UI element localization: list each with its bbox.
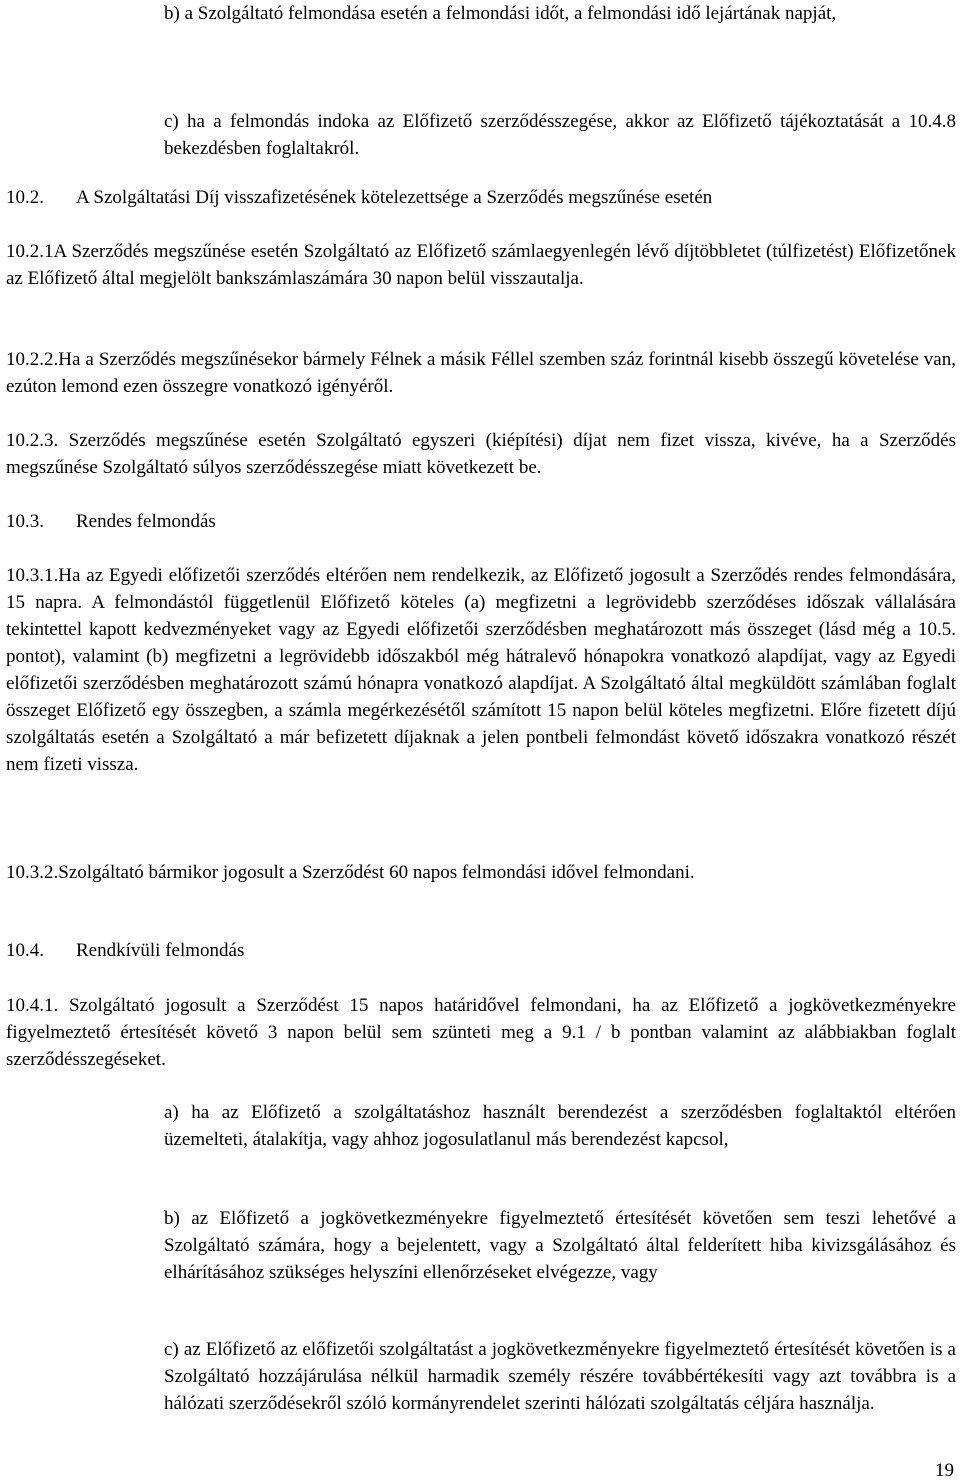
paragraph-10-4-1: 10.4.1. Szolgáltató jogosult a Szerződést 15 napos határidővel felmondani, ha az Előfizető a jogkövetkezményekre figyelmeztető értesítését követő 3 napon belül sem szünteti meg a 9.1 / b pontban valamint az alábbiakban foglalt szerződésszegéseket. bbox=[6, 995, 956, 1070]
paragraph-10-3-2: 10.3.2.Szolgáltató bármikor jogosult a Szerződést 60 napos felmondási idővel felmondani. bbox=[6, 862, 695, 883]
list-item-c: c) az Előfizető az előfizetői szolgáltatást a jogkövetkezményekre figyelmeztető értesítését követően is a Szolgáltató hozzájárulása nélkül harmadik személy részére továbbértékesíti vagy azt továbbra is a hálózati szerződésekről szóló kormányrendelet szerinti hálózati szolgáltatás céljára használja. bbox=[164, 1339, 956, 1414]
section-heading-10-3 bbox=[6, 508, 956, 535]
section-number: 10.3. bbox=[6, 511, 44, 532]
paragraph-10-3-1: 10.3.1.Ha az Egyedi előfizetői szerződés eltérően nem rendelkezik, az Előfizető jogosult a Szerződés rendes felmondására, 15 napra. A felmondástól függetlenül Előfizető köteles (a) megfizetni a legrövidebb szerződéses időszak vállalására tekintettel kapott kedvezményeket vagy az Egyedi előfizetői szerződésben meghatározott más összeget (lásd még a 10.5. pontot), valamint (b) megfizetni a legrövidebb időszakból még hátralevő hónapokra vonatkozó alapdíjat, vagy az Egyedi előfizetői szerződésben meghatározott számú hónapra vonatkozó alapdíjat. A Szolgáltató által megküldött számlában foglalt összeget Előfizető egy összegben, a számla megérkezésétől számított 15 napon belül köteles megfizetni. Előre fizetett díjú szolgáltatás esetén a Szolgáltató a már befizetett díjaknak a jelen pontbeli felmondást követő időszakra vonatkozó részét nem fizeti vissza. bbox=[6, 565, 956, 775]
section-heading-10-2 bbox=[6, 184, 956, 211]
section-title: Rendes felmondás bbox=[76, 511, 216, 532]
page-number: 19 bbox=[935, 1460, 954, 1481]
paragraph-10-2-3: 10.2.3. Szerződés megszűnése esetén Szolgáltató egyszeri (kiépítési) díjat nem fizet vissza, kivéve, ha a Szerződés megszűnése Szolgáltató súlyos szerződésszegése miatt következett be. bbox=[6, 430, 956, 478]
paragraph-10-2-2: 10.2.2.Ha a Szerződés megszűnésekor bármely Félnek a másik Féllel szemben száz forintnál kisebb összegű követelése van, ezúton lemond ezen összegre vonatkozó igényéről. bbox=[6, 349, 956, 397]
list-item-a: a) ha az Előfizető a szolgáltatáshoz használt berendezést a szerződésben foglaltaktól eltérően üzemelteti, átalakítja, vagy ahhoz jogosulatlanul más berendezést kapcsol, bbox=[164, 1102, 956, 1150]
paragraph-c-termination-reason: c) ha a felmondás indoka az Előfizető szerződésszegése, akkor az Előfizető tájékoztatását a 10.4.8 bekezdésben foglaltakról. bbox=[164, 111, 956, 159]
list-item-b: b) az Előfizető a jogkövetkezményekre figyelmeztető értesítését követően sem teszi lehetővé a Szolgáltató számára, hogy a bejelentett, vagy a Szolgáltató által felderített hiba kivizsgálásához és elhárításához szükséges helyszíni ellenőrzéseket elvégezze, vagy bbox=[164, 1208, 956, 1283]
section-title: Rendkívüli felmondás bbox=[76, 940, 245, 961]
section-title: A Szolgáltatási Díj visszafizetésének kötelezettsége a Szerződés megszűnése esetén bbox=[76, 187, 713, 208]
section-number: 10.2. bbox=[6, 187, 44, 208]
paragraph-b-termination-by-provider: b) a Szolgáltató felmondása esetén a felmondási időt, a felmondási idő lejártának napját, bbox=[164, 3, 837, 24]
section-number: 10.4. bbox=[6, 940, 44, 961]
section-heading-10-4 bbox=[6, 937, 956, 964]
paragraph-10-2-1: 10.2.1A Szerződés megszűnése esetén Szolgáltató az Előfizető számlaegyenlegén lévő díjtöbbletet (túlfizetést) Előfizetőnek az Előfizető által megjelölt bankszámlaszámára 30 napon belül visszautalja. bbox=[6, 241, 956, 289]
